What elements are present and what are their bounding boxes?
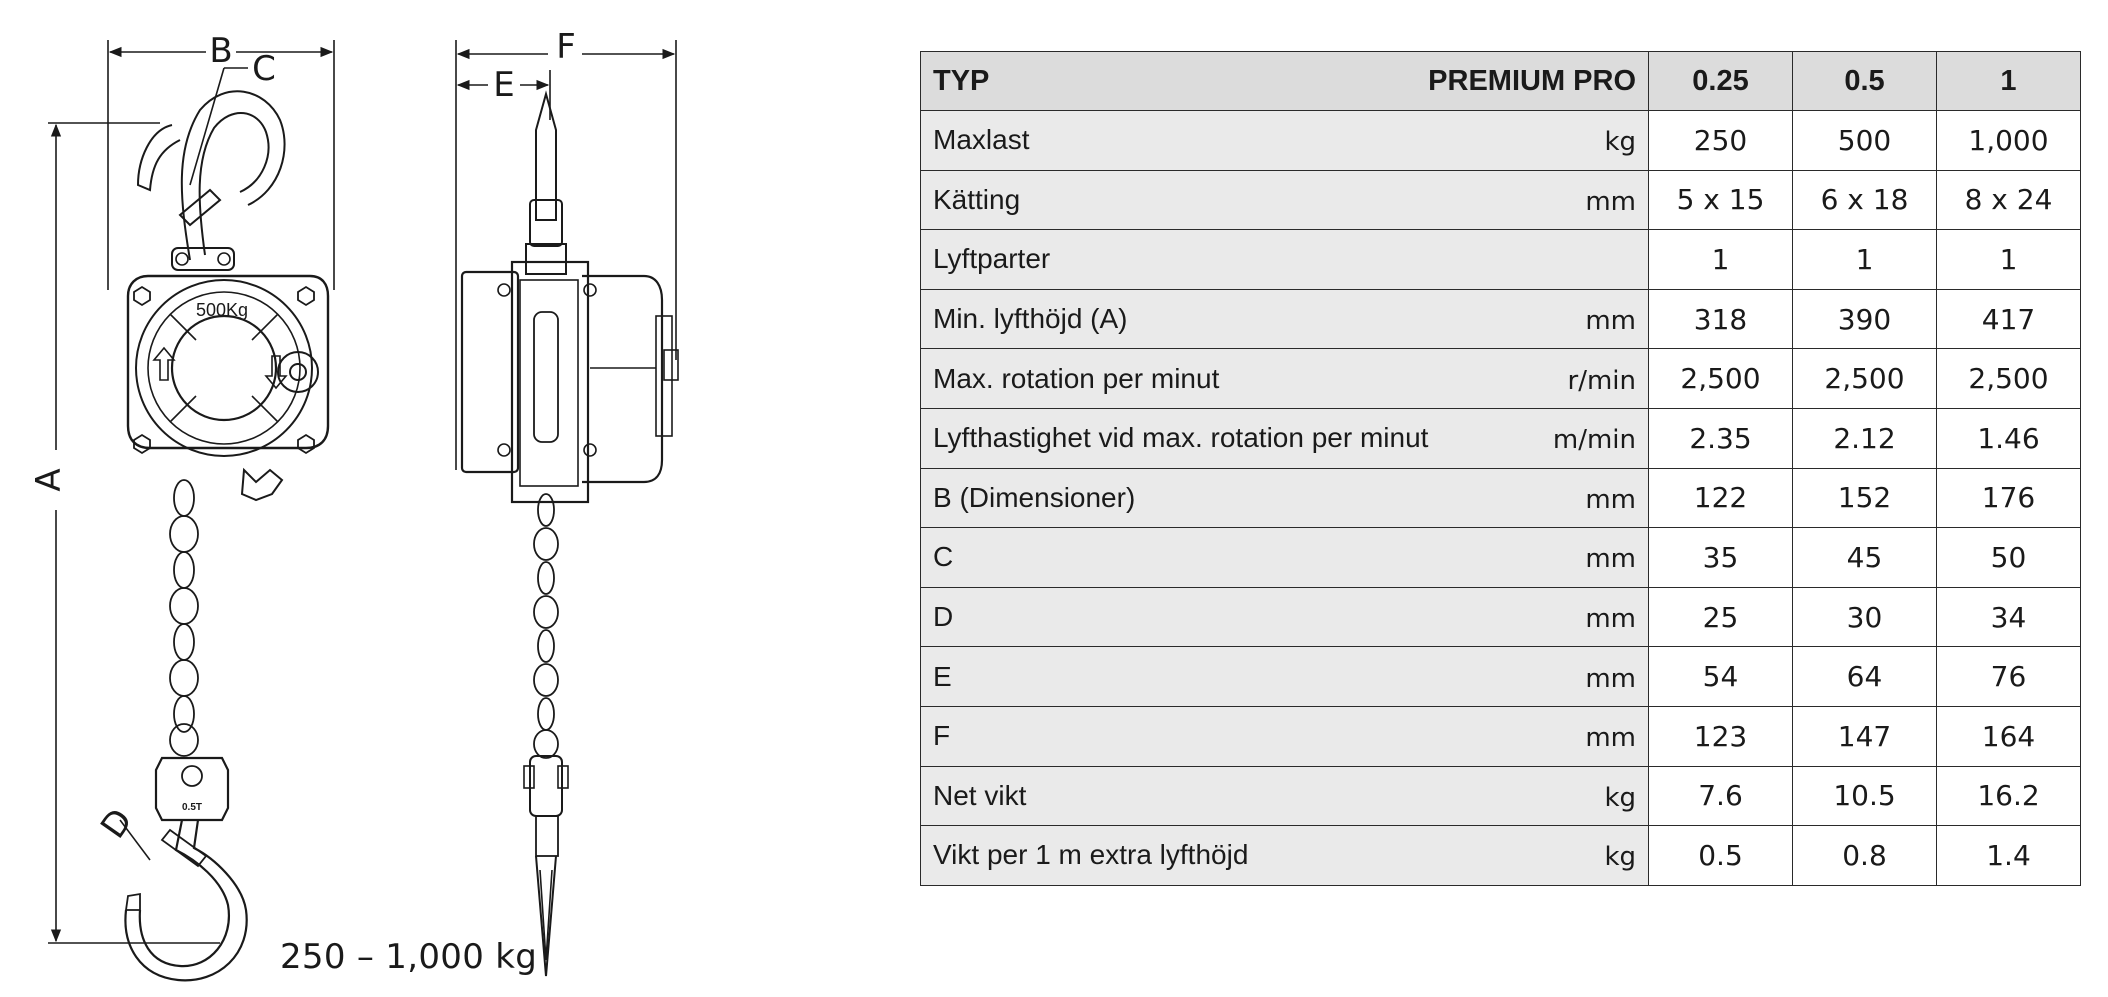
row-value: 54: [1649, 647, 1793, 707]
row-value: 390: [1793, 289, 1937, 349]
row-value: 122: [1649, 468, 1793, 528]
row-unit: mm: [1585, 663, 1636, 694]
hoist-drawing-svg: [0, 0, 880, 997]
row-value: 34: [1937, 587, 2081, 647]
row-label: C: [933, 541, 954, 573]
table-row: [921, 289, 2081, 349]
table-row: [921, 111, 2081, 171]
row-label-cell: [921, 349, 1649, 409]
dim-label-b: B: [209, 31, 233, 71]
row-unit: mm: [1585, 484, 1636, 515]
row-label-cell: [921, 170, 1649, 230]
row-value: 0.8: [1793, 826, 1937, 886]
row-label-cell: [921, 587, 1649, 647]
row-label: Maxlast: [933, 124, 1030, 156]
row-unit: kg: [1604, 782, 1636, 813]
row-value: 1: [1793, 230, 1937, 290]
table-header-row: [921, 52, 2081, 111]
table-row: [921, 408, 2081, 468]
row-value: 45: [1793, 528, 1937, 588]
row-value: 2,500: [1937, 349, 2081, 409]
table-row: [921, 170, 2081, 230]
row-value: 2.12: [1793, 408, 1937, 468]
row-label: D: [933, 601, 954, 633]
header-col-0: 0.25: [1649, 52, 1793, 111]
row-value: 7.6: [1649, 766, 1793, 826]
row-label-cell: [921, 528, 1649, 588]
dim-label-c: C: [252, 49, 276, 89]
row-label: Lyftparter: [933, 243, 1051, 275]
row-label: Net vikt: [933, 779, 1027, 811]
dim-label-d: D: [93, 801, 141, 846]
row-value: 1: [1649, 230, 1793, 290]
row-label-cell: [921, 289, 1649, 349]
row-value: 35: [1649, 528, 1793, 588]
row-value: 10.5: [1793, 766, 1937, 826]
row-label-cell: [921, 766, 1649, 826]
row-label-cell: [921, 408, 1649, 468]
row-value: 1,000: [1937, 111, 2081, 171]
dim-label-f: F: [556, 27, 576, 67]
table-row: [921, 587, 2081, 647]
row-value: 147: [1793, 706, 1937, 766]
row-value: 2,500: [1649, 349, 1793, 409]
row-label-cell: [921, 647, 1649, 707]
row-unit: mm: [1585, 604, 1636, 635]
row-value: 1.4: [1937, 826, 2081, 886]
row-value: 76: [1937, 647, 2081, 707]
row-unit: mm: [1585, 186, 1636, 217]
dim-label-e: E: [493, 65, 515, 105]
row-value: 1.46: [1937, 408, 2081, 468]
row-value: 30: [1793, 587, 1937, 647]
row-unit: kg: [1604, 842, 1636, 873]
table-row: [921, 528, 2081, 588]
row-unit: mm: [1585, 544, 1636, 575]
row-value: 5 x 15: [1649, 170, 1793, 230]
row-value: 500: [1793, 111, 1937, 171]
capacity-caption: 250 – 1,000 kg: [280, 937, 538, 977]
row-label-cell: [921, 706, 1649, 766]
row-label: Max. rotation per minut: [933, 362, 1220, 394]
row-value: 417: [1937, 289, 2081, 349]
row-value: 6 x 18: [1793, 170, 1937, 230]
row-value: 123: [1649, 706, 1793, 766]
table-row: [921, 766, 2081, 826]
row-unit: mm: [1585, 723, 1636, 754]
row-label-cell: [921, 468, 1649, 528]
table-row: [921, 468, 2081, 528]
row-value: 318: [1649, 289, 1793, 349]
spec-table: [920, 51, 2081, 886]
row-value: 2,500: [1793, 349, 1937, 409]
row-unit: m/min: [1552, 425, 1636, 456]
row-label: Lyfthastighet vid max. rotation per minut: [933, 422, 1429, 454]
table-row: [921, 230, 2081, 290]
row-label: Vikt per 1 m extra lyfthöjd: [933, 839, 1249, 871]
row-label-cell: [921, 230, 1649, 290]
row-value: 64: [1793, 647, 1937, 707]
table-row: [921, 706, 2081, 766]
row-label: E: [933, 660, 952, 692]
header-col-2: 1: [1937, 52, 2081, 111]
row-value: 164: [1937, 706, 2081, 766]
hook-marking: 0.5T: [181, 802, 203, 813]
row-value: 0.5: [1649, 826, 1793, 886]
header-col-1: 0.5: [1793, 52, 1937, 111]
row-label: F: [933, 720, 951, 752]
row-value: 152: [1793, 468, 1937, 528]
row-label-cell: [921, 826, 1649, 886]
technical-drawing: [0, 0, 880, 997]
row-value: 176: [1937, 468, 2081, 528]
row-label: B (Dimensioner): [933, 481, 1136, 513]
table-row: [921, 826, 2081, 886]
header-type-cell: [921, 52, 1649, 111]
row-value: 1: [1937, 230, 2081, 290]
row-value: 16.2: [1937, 766, 2081, 826]
header-typ: TYP: [933, 64, 990, 97]
row-value: 25: [1649, 587, 1793, 647]
row-value: 50: [1937, 528, 2081, 588]
row-unit: r/min: [1567, 365, 1636, 396]
row-value: 8 x 24: [1937, 170, 2081, 230]
table-row: [921, 349, 2081, 409]
row-label: Kätting: [933, 183, 1021, 215]
row-unit: mm: [1585, 306, 1636, 337]
body-marking: 500Kg: [195, 300, 249, 320]
row-value: 2.35: [1649, 408, 1793, 468]
row-label-cell: [921, 111, 1649, 171]
table-row: [921, 647, 2081, 707]
row-value: 250: [1649, 111, 1793, 171]
dim-label-a: A: [29, 468, 69, 492]
row-unit: kg: [1604, 127, 1636, 158]
row-label: Min. lyfthöjd (A): [933, 303, 1128, 335]
header-model: PREMIUM PRO: [1428, 64, 1636, 97]
